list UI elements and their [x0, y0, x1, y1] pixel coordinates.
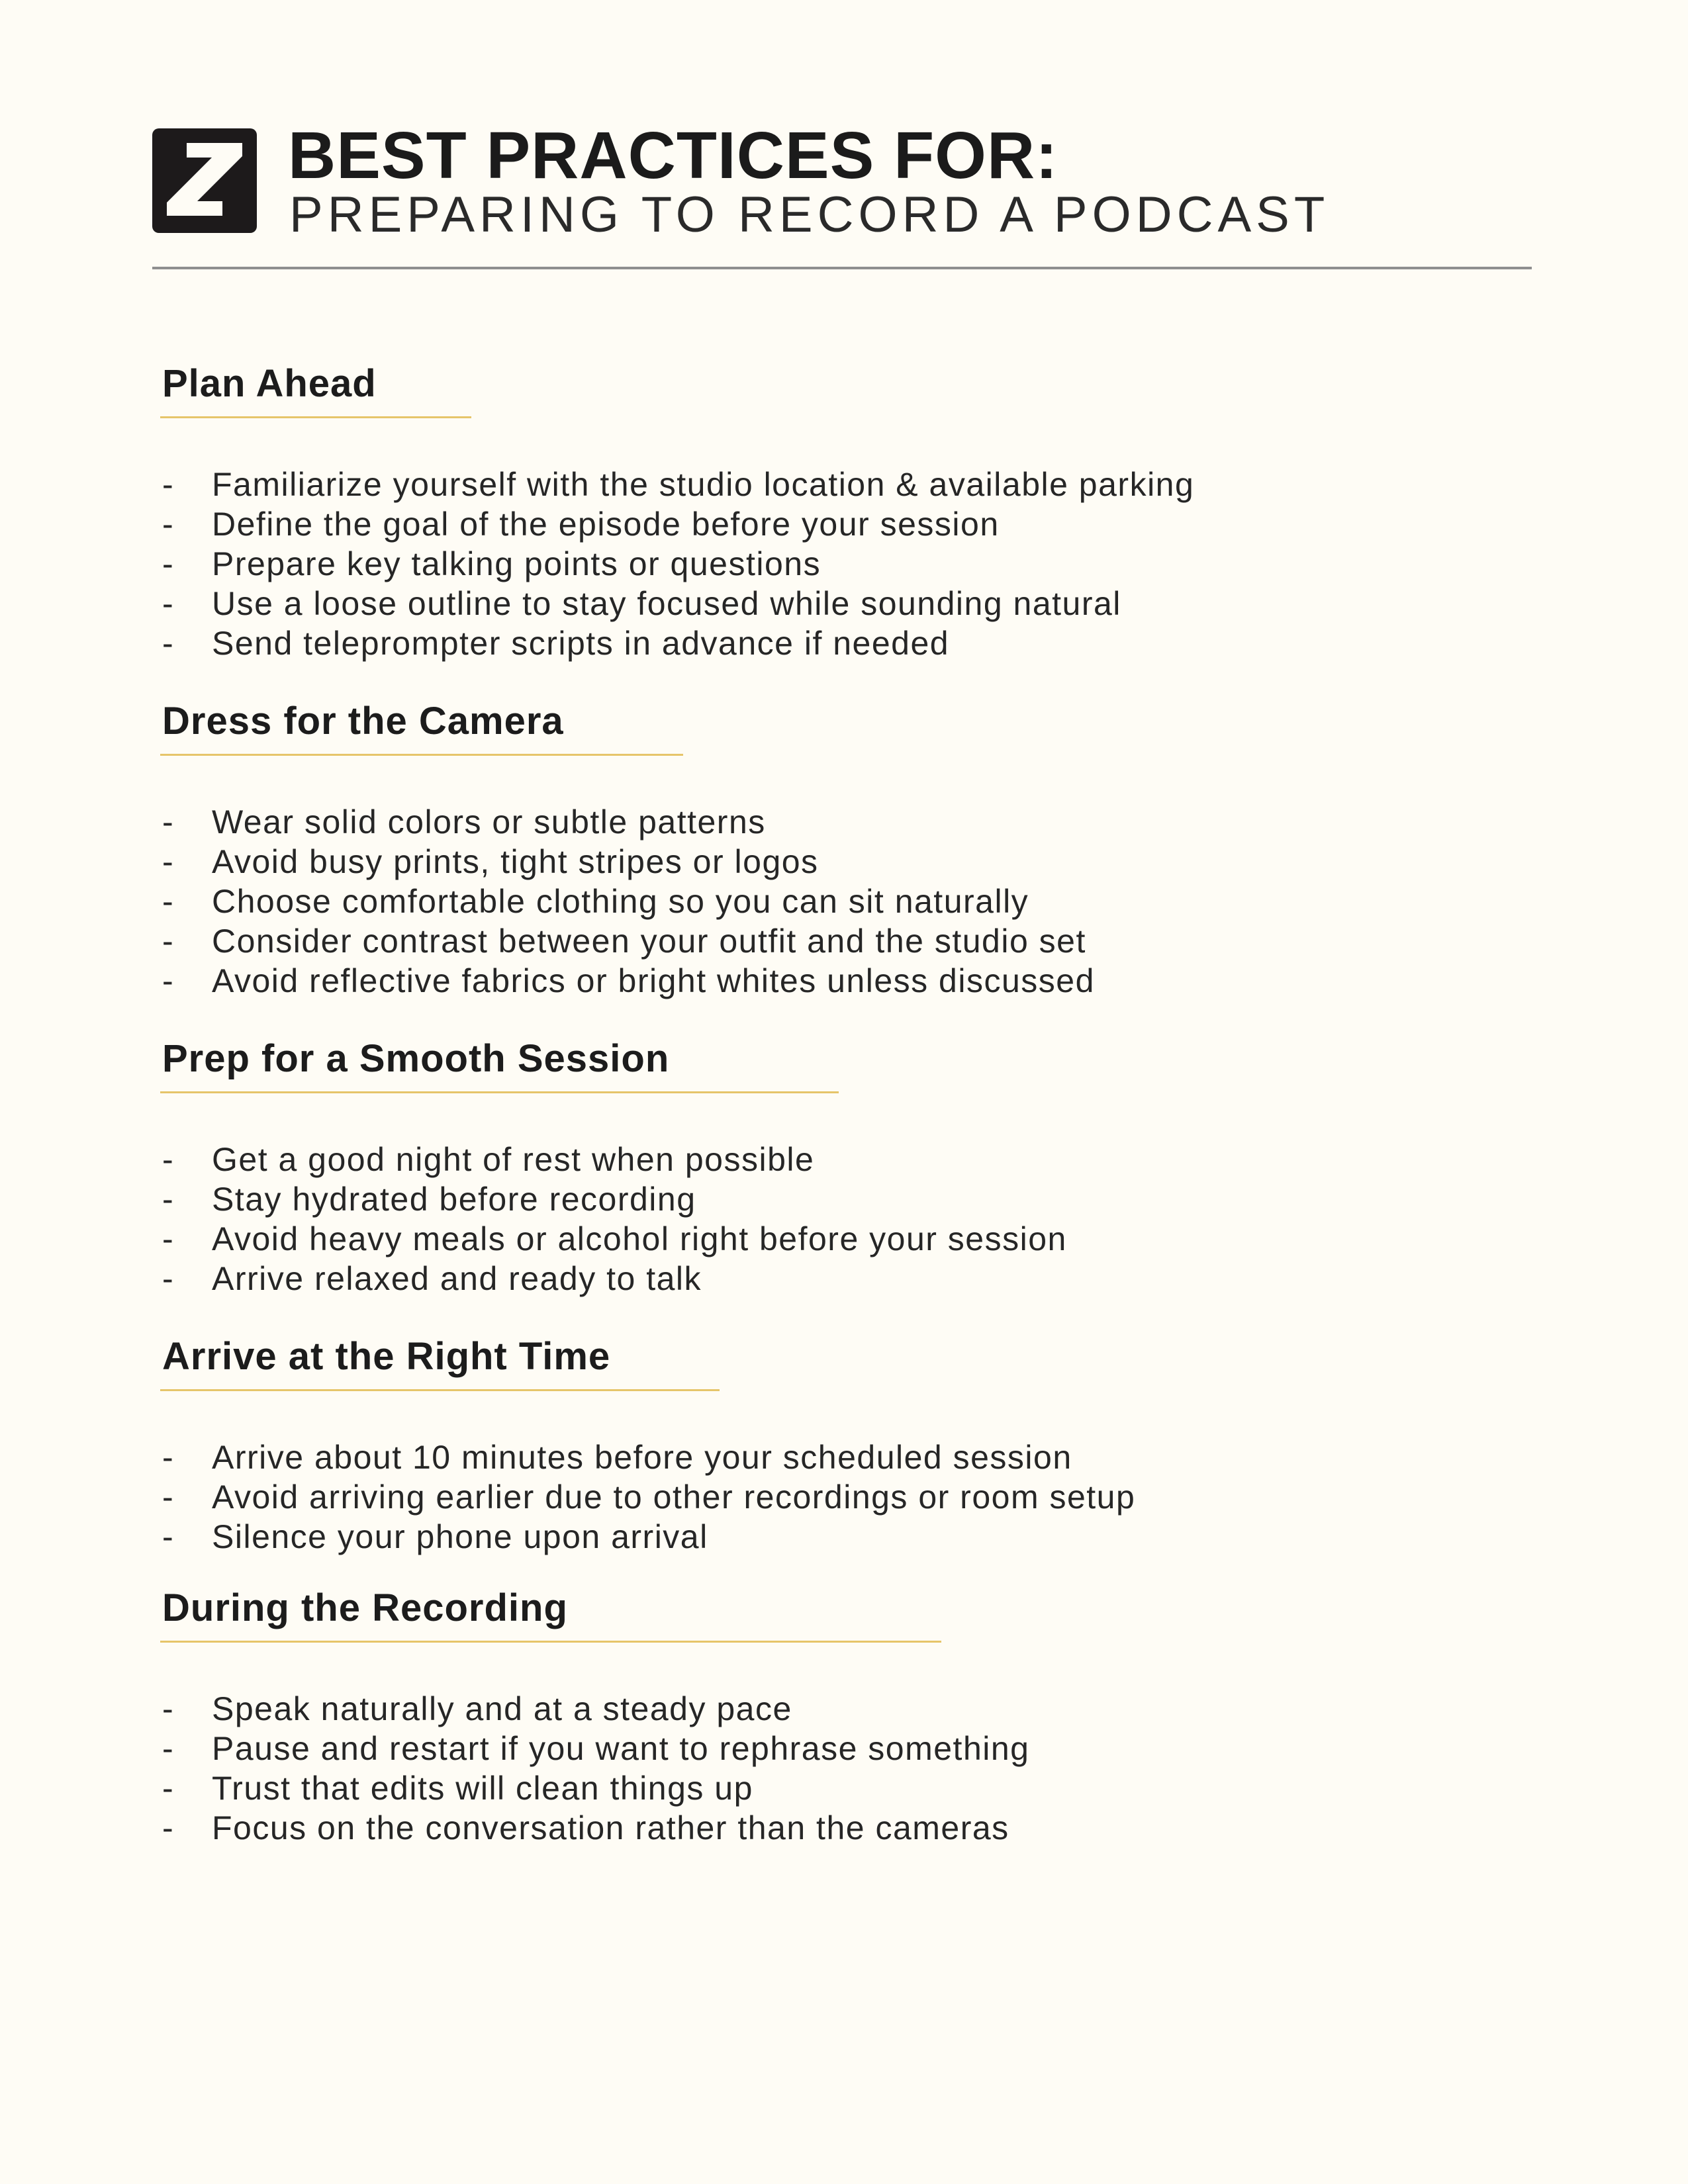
section-heading-underline: [160, 1389, 720, 1391]
document-header: [152, 119, 1532, 271]
list-item: - Consider contrast between your outfit and the studio set: [162, 923, 1086, 960]
section-heading: Arrive at the Right Time: [162, 1335, 611, 1378]
header-divider: [152, 267, 1532, 269]
list-item: - Avoid arriving earlier due to other recordings or room setup: [162, 1479, 1136, 1516]
list-item: - Speak naturally and at a steady pace: [162, 1690, 792, 1727]
list-item: - Avoid reflective fabrics or bright whites unless discussed: [162, 962, 1095, 999]
bullet-dash: -: [162, 466, 175, 503]
checklist: [162, 1437, 1420, 1557]
bullet-dash: -: [162, 1730, 175, 1767]
list-item: - Trust that edits will clean things up: [162, 1770, 753, 1807]
section-heading: Plan Ahead: [162, 362, 377, 405]
section-dress-for-camera: [162, 698, 1420, 1001]
section-heading-underline: [160, 1091, 839, 1093]
section-prep-smooth-session: [162, 1036, 1420, 1298]
list-item: - Wear solid colors or subtle patterns: [162, 803, 766, 841]
section-plan-ahead: [162, 361, 1420, 663]
section-arrive-right-time: [162, 1334, 1420, 1557]
list-item: - Arrive relaxed and ready to talk: [162, 1260, 702, 1297]
section-during-recording: [162, 1585, 1420, 1848]
bullet-dash: -: [162, 1518, 175, 1555]
checklist: [162, 802, 1420, 1001]
checklist: [162, 1689, 1420, 1848]
checklist: [162, 1140, 1420, 1298]
list-item: - Avoid busy prints, tight stripes or logos: [162, 843, 819, 880]
section-heading-underline: [160, 754, 683, 756]
section-heading: Dress for the Camera: [162, 700, 564, 743]
list-item: - Focus on the conversation rather than the cameras: [162, 1809, 1009, 1846]
list-item: - Arrive about 10 minutes before your scheduled session: [162, 1439, 1072, 1476]
list-item: - Pause and restart if you want to rephrase something: [162, 1730, 1030, 1767]
bullet-dash: -: [162, 1141, 175, 1178]
section-heading: Prep for a Smooth Session: [162, 1037, 670, 1080]
list-item: - Send teleprompter scripts in advance if needed: [162, 625, 950, 662]
bullet-dash: -: [162, 1439, 175, 1476]
bullet-dash: -: [162, 1220, 175, 1257]
list-item: - Familiarize yourself with the studio location & available parking: [162, 466, 1195, 503]
bullet-dash: -: [162, 923, 175, 960]
bullet-dash: -: [162, 625, 175, 662]
section-heading-underline: [160, 1641, 941, 1643]
list-item: - Get a good night of rest when possible: [162, 1141, 815, 1178]
list-item: - Define the goal of the episode before your session: [162, 506, 1000, 543]
bullet-dash: -: [162, 843, 175, 880]
list-item: - Stay hydrated before recording: [162, 1181, 696, 1218]
section-heading-underline: [160, 416, 471, 418]
bullet-dash: -: [162, 803, 175, 841]
bullet-dash: -: [162, 585, 175, 622]
bullet-dash: -: [162, 545, 175, 582]
document-title: BEST PRACTICES FOR:: [288, 118, 1058, 193]
list-item: - Prepare key talking points or questions: [162, 545, 821, 582]
checklist: [162, 465, 1420, 663]
bullet-dash: -: [162, 1690, 175, 1727]
section-heading: During the Recording: [162, 1586, 568, 1629]
bullet-dash: -: [162, 1260, 175, 1297]
bullet-dash: -: [162, 1181, 175, 1218]
bullet-dash: -: [162, 1479, 175, 1516]
brand-logo-icon: [152, 128, 257, 233]
bullet-dash: -: [162, 1770, 175, 1807]
bullet-dash: -: [162, 962, 175, 999]
list-item: - Silence your phone upon arrival: [162, 1518, 708, 1555]
bullet-dash: -: [162, 1809, 175, 1846]
bullet-dash: -: [162, 883, 175, 920]
list-item: - Use a loose outline to stay focused while sounding natural: [162, 585, 1121, 622]
document-subtitle: PREPARING TO RECORD A PODCAST: [289, 187, 1330, 243]
bullet-dash: -: [162, 506, 175, 543]
list-item: - Choose comfortable clothing so you can sit naturally: [162, 883, 1029, 920]
list-item: - Avoid heavy meals or alcohol right before your session: [162, 1220, 1067, 1257]
